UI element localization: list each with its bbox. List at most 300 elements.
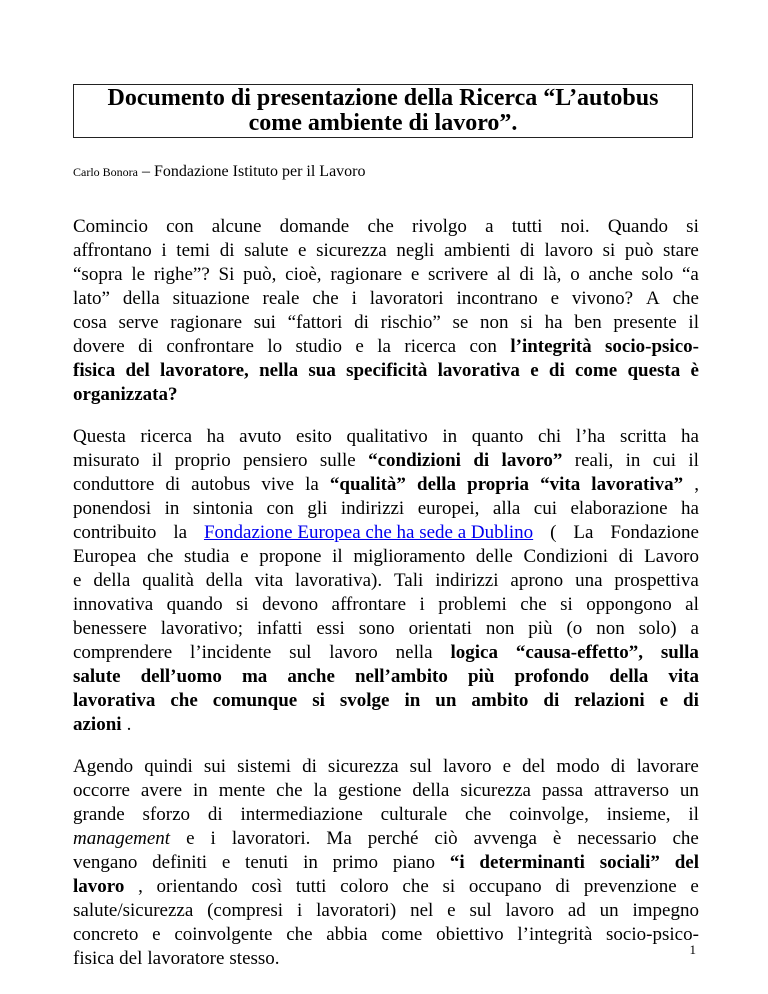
word: studio xyxy=(295,336,342,357)
title-line-2: come ambiente di lavoro”. xyxy=(248,110,518,136)
word: ha xyxy=(544,312,563,333)
word: la xyxy=(305,474,319,495)
word: prospettiva xyxy=(614,570,699,591)
word: autobus xyxy=(191,474,251,495)
word: primo xyxy=(332,852,379,873)
word: sulla xyxy=(660,642,699,663)
word: in xyxy=(625,450,641,471)
word: e xyxy=(73,570,82,591)
word: come xyxy=(381,924,423,945)
word: salute/sicurezza xyxy=(73,900,194,921)
word: i xyxy=(161,240,167,261)
word: serve xyxy=(118,312,159,333)
word: benessere xyxy=(73,618,147,639)
word: è xyxy=(552,828,562,849)
word: questa xyxy=(627,360,681,381)
text-line xyxy=(73,521,699,545)
word: quanto xyxy=(471,426,524,447)
text-line xyxy=(73,875,699,899)
word: scrivere xyxy=(428,264,489,285)
word: che xyxy=(170,690,198,711)
word: si xyxy=(520,312,533,333)
word: chi xyxy=(538,426,562,447)
word: i xyxy=(296,900,303,921)
word: europei, xyxy=(417,498,480,519)
word: avvenga xyxy=(473,828,537,849)
word: lato” xyxy=(73,288,110,309)
word: in xyxy=(303,852,318,873)
word: di xyxy=(555,876,571,897)
word: prevenzione xyxy=(583,876,677,897)
word: fisica xyxy=(73,360,116,381)
word: infatti xyxy=(257,618,303,639)
word: lo xyxy=(267,336,283,357)
word: lavoro xyxy=(505,900,555,921)
word: tutti xyxy=(295,876,327,897)
word: di xyxy=(618,546,634,567)
text-line xyxy=(73,665,699,689)
word: svolge xyxy=(339,690,390,711)
word: e xyxy=(355,336,364,357)
text-line xyxy=(73,239,699,263)
word: propone xyxy=(259,546,322,567)
word: nel xyxy=(410,900,434,921)
word: comunque xyxy=(212,690,298,711)
paragraph xyxy=(73,425,699,737)
word: management xyxy=(73,828,171,849)
word: si xyxy=(602,240,616,261)
word: solo xyxy=(641,264,674,285)
word: che xyxy=(367,216,394,237)
word: rischio” xyxy=(380,312,441,333)
word: socio-psico- xyxy=(606,924,699,945)
word: nella xyxy=(395,642,433,663)
word: ricerca xyxy=(140,426,193,447)
word: nella xyxy=(259,360,299,381)
word: di xyxy=(165,474,181,495)
text-line xyxy=(73,263,699,287)
word: reale xyxy=(262,288,300,309)
word: un xyxy=(435,690,457,711)
word: a xyxy=(690,618,699,639)
author-affiliation: Fondazione Istituto per il Lavoro xyxy=(154,163,366,180)
word: comprendere xyxy=(73,642,173,663)
word: “causa-effetto”, xyxy=(515,642,643,663)
word: in xyxy=(404,690,421,711)
word: specificità xyxy=(346,360,428,381)
word: sforzo xyxy=(142,804,191,825)
word: lavorativa xyxy=(73,690,156,711)
word: delle xyxy=(475,546,513,567)
text-line xyxy=(73,755,699,779)
word: devono xyxy=(262,594,319,615)
word: stesso. xyxy=(229,948,280,969)
word: organizzata? xyxy=(73,384,178,405)
word: di xyxy=(519,264,535,285)
word: insieme, xyxy=(606,804,671,825)
word: propria xyxy=(467,474,530,495)
title-line-1: Documento di presentazione della Ricerca “L’autobus xyxy=(107,85,659,111)
text-line xyxy=(73,473,699,497)
word: “i xyxy=(449,852,465,873)
word: . xyxy=(126,714,132,735)
word: si xyxy=(236,594,249,615)
word: stare xyxy=(663,240,699,261)
word: lavoratori) xyxy=(316,900,397,921)
word: di xyxy=(207,804,223,825)
word: misurato xyxy=(73,450,140,471)
word: di xyxy=(548,360,565,381)
word: sui xyxy=(253,312,276,333)
word: ad xyxy=(567,900,586,921)
word: intermediazione xyxy=(240,804,363,825)
word: con xyxy=(469,336,497,357)
text-line xyxy=(73,803,699,827)
word: ambienti xyxy=(443,240,511,261)
word: avuto xyxy=(239,426,282,447)
word: modo xyxy=(556,756,600,777)
word: in xyxy=(193,780,208,801)
word: l’ha xyxy=(575,426,606,447)
word: che xyxy=(672,828,699,849)
author-separator: – xyxy=(142,163,150,180)
text-line xyxy=(73,923,699,947)
author-name: Carlo Bonora xyxy=(73,165,138,179)
word: il xyxy=(151,450,163,471)
word: di xyxy=(683,690,699,711)
word: affrontare xyxy=(331,594,407,615)
word: può xyxy=(624,240,654,261)
word: Si xyxy=(218,264,235,285)
word: e xyxy=(550,288,560,309)
word: ma xyxy=(241,666,268,687)
word: sul xyxy=(289,642,312,663)
word: o xyxy=(570,264,580,285)
word: Comincio xyxy=(73,216,148,237)
word: il xyxy=(332,546,343,567)
word: Fondazione xyxy=(610,522,699,543)
word: ciò xyxy=(434,828,458,849)
word: concreto xyxy=(73,924,139,945)
word: innovativa xyxy=(73,594,154,615)
word: pensiero xyxy=(243,450,308,471)
word: cui xyxy=(533,498,558,519)
word: sua xyxy=(308,360,336,381)
text-line xyxy=(73,899,699,923)
word: di xyxy=(354,312,369,333)
word: in xyxy=(442,426,458,447)
word: lavoro xyxy=(544,240,593,261)
word: non xyxy=(596,618,625,639)
word: cosa xyxy=(73,312,107,333)
word: e xyxy=(447,900,456,921)
text-line xyxy=(73,779,699,803)
word: e xyxy=(530,360,539,381)
page-number: 1 xyxy=(689,942,696,957)
word: cui xyxy=(652,450,677,471)
word: confrontare xyxy=(166,336,254,357)
word: di xyxy=(610,756,626,777)
word: a xyxy=(485,216,494,237)
document-title xyxy=(73,84,693,138)
text-line xyxy=(73,383,699,407)
word: e xyxy=(298,240,307,261)
word: che xyxy=(276,780,303,801)
word: relazioni xyxy=(574,690,645,711)
text-line xyxy=(73,641,699,665)
word: orientati xyxy=(408,618,472,639)
word: “fattori xyxy=(287,312,343,333)
text-line xyxy=(73,449,699,473)
word: necessario xyxy=(577,828,657,849)
text-line xyxy=(73,287,699,311)
word: lavoro xyxy=(73,876,125,897)
word: così xyxy=(251,876,283,897)
word: sui xyxy=(203,756,227,777)
text-line xyxy=(73,545,699,569)
word: conduttore xyxy=(73,474,155,495)
word: miglioramento xyxy=(353,546,466,567)
word: Questa xyxy=(73,426,126,447)
word: si xyxy=(442,876,456,897)
word: rivolgo xyxy=(412,216,467,237)
word: la xyxy=(173,522,188,543)
word: e xyxy=(221,852,231,873)
word: lavorare xyxy=(636,756,699,777)
word: di xyxy=(138,336,153,357)
word: può, xyxy=(243,264,277,285)
word: “a xyxy=(682,264,699,285)
word: mente xyxy=(218,780,266,801)
word: proprio xyxy=(174,450,231,471)
word: con xyxy=(266,498,294,519)
word: del xyxy=(522,756,546,777)
word: domande xyxy=(279,216,350,237)
word: “vita xyxy=(540,474,581,495)
word: sul xyxy=(409,756,432,777)
word: ha xyxy=(680,426,699,447)
word: sicurezza xyxy=(327,756,399,777)
document-body xyxy=(73,215,699,989)
word: si xyxy=(686,216,699,237)
word: anche xyxy=(287,666,335,687)
word: vengano xyxy=(73,852,138,873)
word: occorre xyxy=(73,780,130,801)
text-line xyxy=(73,851,699,875)
word: quindi xyxy=(144,756,193,777)
word: ragionare xyxy=(170,312,242,333)
word: il xyxy=(688,312,699,333)
word: di xyxy=(520,240,535,261)
word: ambito xyxy=(471,690,529,711)
word: e xyxy=(690,876,699,897)
word: al xyxy=(685,594,699,615)
word: oppongono xyxy=(586,594,672,615)
word: lavorativo; xyxy=(160,618,244,639)
word: lavoro xyxy=(442,756,492,777)
word: che xyxy=(312,288,339,309)
word: vivono? xyxy=(571,288,634,309)
text-line xyxy=(73,569,699,593)
word: i xyxy=(419,594,425,615)
word: è xyxy=(690,360,699,381)
word: del xyxy=(125,360,150,381)
word: sicurezza xyxy=(316,240,387,261)
word: ha xyxy=(206,426,225,447)
word: indirizzi xyxy=(340,498,405,519)
word: lavoratore, xyxy=(160,360,249,381)
word: problemi xyxy=(438,594,507,615)
word: i xyxy=(351,288,357,309)
word: qualitativo xyxy=(346,426,428,447)
word: in xyxy=(164,498,180,519)
word: Agendo xyxy=(73,756,134,777)
word: azioni xyxy=(73,714,122,735)
word: (o xyxy=(566,618,583,639)
word: di xyxy=(473,450,490,471)
word: occupano xyxy=(468,876,542,897)
word: che xyxy=(672,288,699,309)
word: La xyxy=(573,522,594,543)
word: sono xyxy=(358,618,395,639)
word: come xyxy=(574,360,618,381)
word: il xyxy=(688,450,699,471)
word: socio-psico- xyxy=(605,336,699,357)
word: alcune xyxy=(211,216,262,237)
word: si xyxy=(560,594,573,615)
word: sistemi xyxy=(237,756,291,777)
word: fisica xyxy=(73,948,115,969)
text-line xyxy=(73,689,699,713)
word: vita xyxy=(254,570,284,591)
word: i xyxy=(210,828,216,849)
link-fondazione-europea[interactable]: Fondazione Europea che ha sede a Dublino xyxy=(203,522,534,543)
word: Lavoro xyxy=(644,546,699,567)
word: alla xyxy=(492,498,521,519)
word: indirizzi xyxy=(435,570,499,591)
word: e xyxy=(186,828,195,849)
word: presente xyxy=(613,312,677,333)
word: abbia xyxy=(326,924,368,945)
word: che xyxy=(520,594,547,615)
word: del xyxy=(119,948,143,969)
text-line xyxy=(73,713,699,737)
word: reali, xyxy=(574,450,614,471)
word: di xyxy=(219,240,235,261)
word: un xyxy=(679,780,699,801)
word: perché xyxy=(367,828,419,849)
paragraph xyxy=(73,215,699,407)
word: coinvolgente xyxy=(174,924,273,945)
word: della xyxy=(609,666,649,687)
word: noi. xyxy=(560,216,590,237)
word: di xyxy=(543,690,560,711)
text-line xyxy=(73,617,699,641)
word: che xyxy=(464,804,492,825)
word: affrontano xyxy=(73,240,152,261)
word: del xyxy=(674,852,699,873)
word: là, xyxy=(542,264,562,285)
word: A xyxy=(646,288,660,309)
word: e xyxy=(410,264,420,285)
word: , xyxy=(138,876,143,897)
word: dell’uomo xyxy=(140,666,222,687)
word: cioè, xyxy=(285,264,322,285)
word: profondo xyxy=(514,666,590,687)
word: ponendosi xyxy=(73,498,152,519)
word: lavoratore xyxy=(147,948,225,969)
word: lavorativa” xyxy=(591,474,684,495)
word: piano xyxy=(392,852,436,873)
word: un xyxy=(599,900,619,921)
word: avere xyxy=(140,780,183,801)
word: della xyxy=(122,288,160,309)
word: e xyxy=(152,924,161,945)
paragraph xyxy=(73,755,699,971)
word: impegno xyxy=(632,900,699,921)
word: gestione xyxy=(338,780,402,801)
word: (compresi xyxy=(207,900,284,921)
word: incontrano xyxy=(456,288,538,309)
word: “sopra xyxy=(73,264,123,285)
text-line xyxy=(73,335,699,359)
text-line xyxy=(73,311,699,335)
word: al xyxy=(496,264,511,285)
word: culturale xyxy=(380,804,448,825)
word: nell’ambito xyxy=(354,666,448,687)
word: ricerca xyxy=(404,336,457,357)
word: essi xyxy=(316,618,345,639)
word: sul xyxy=(469,900,492,921)
word: sintonia xyxy=(192,498,253,519)
word: “qualità” xyxy=(329,474,406,495)
author-line xyxy=(73,163,366,181)
word: se xyxy=(452,312,469,333)
text-line xyxy=(73,593,699,617)
word: situazione xyxy=(172,288,250,309)
word: quando xyxy=(166,594,223,615)
word: la xyxy=(313,780,328,801)
word: studia xyxy=(184,546,230,567)
word: ragionare xyxy=(330,264,403,285)
word: qualità xyxy=(142,570,194,591)
word: lavoratori. xyxy=(231,828,311,849)
word: negli xyxy=(396,240,435,261)
word: aprono xyxy=(510,570,564,591)
word: di xyxy=(302,756,317,777)
word: della xyxy=(93,570,131,591)
text-line xyxy=(73,497,699,521)
word: lavorativa xyxy=(437,360,520,381)
word: la xyxy=(377,336,391,357)
word: sicurezza xyxy=(460,780,531,801)
word: che xyxy=(146,546,174,567)
word: Quando xyxy=(607,216,668,237)
word: , xyxy=(694,474,699,495)
word: logica xyxy=(450,642,498,663)
word: con xyxy=(166,216,194,237)
word: definiti xyxy=(152,852,208,873)
word: solo) xyxy=(638,618,677,639)
word: obiettivo xyxy=(436,924,504,945)
word: dovere xyxy=(73,336,125,357)
word: il xyxy=(688,804,699,825)
word: si xyxy=(312,690,325,711)
word: righe”? xyxy=(153,264,210,285)
word: orientando xyxy=(156,876,238,897)
word: coloro xyxy=(340,876,389,897)
word: gli xyxy=(307,498,328,519)
